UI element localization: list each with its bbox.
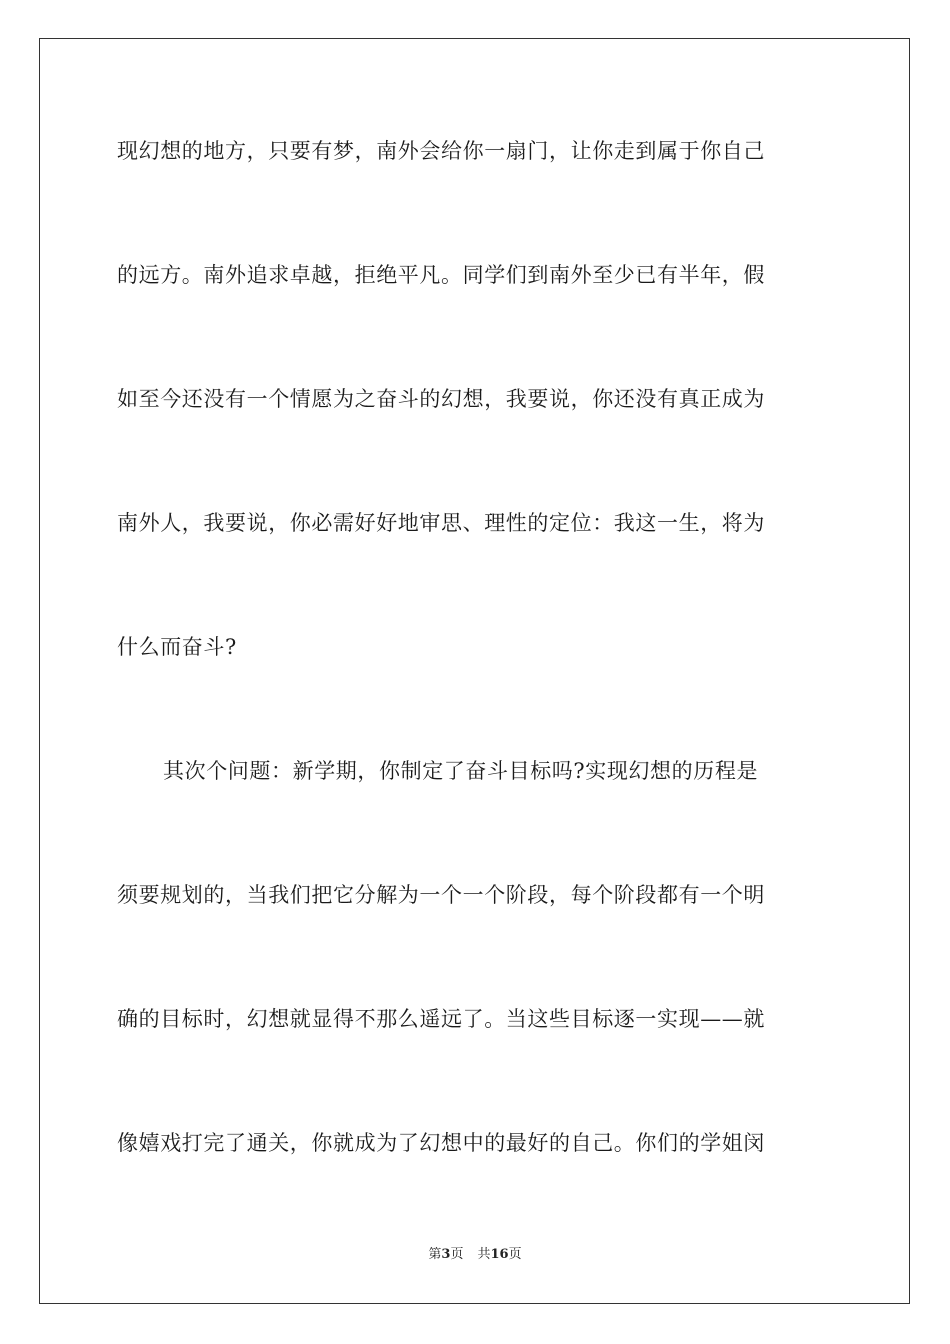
paragraph-line: 的远方。南外追求卓越，拒绝平凡。同学们到南外至少已有半年，假	[117, 263, 765, 287]
paragraph-line: 须要规划的，当我们把它分解为一个一个阶段，每个阶段都有一个明	[117, 883, 765, 907]
total-count: 16	[490, 1247, 509, 1262]
paragraph-line: 像嬉戏打完了通关，你就成为了幻想中的最好的自己。你们的学姐闵	[117, 1131, 765, 1155]
paragraph-line: 现幻想的地方，只要有梦，南外会给你一扇门，让你走到属于你自己	[117, 139, 765, 163]
total-prefix: 共	[477, 1247, 491, 1262]
paragraph-line: 确的目标时，幻想就显得不那么遥远了。当这些目标逐一实现——就	[117, 1007, 765, 1031]
paragraph-line-indented: 其次个问题：新学期，你制定了奋斗目标吗?实现幻想的历程是	[163, 759, 759, 783]
current-page: 3	[441, 1247, 451, 1262]
paragraph-line: 南外人，我要说，你必需好好地审思、理性的定位：我这一生，将为	[117, 511, 765, 535]
paragraph-line: 什么而奋斗?	[117, 635, 237, 659]
paragraph-line: 如至今还没有一个情愿为之奋斗的幻想，我要说，你还没有真正成为	[117, 387, 765, 411]
page-number	[428, 1246, 463, 1264]
page-border	[39, 38, 910, 1304]
total-suffix: 页	[508, 1247, 522, 1262]
page-footer	[0, 1246, 950, 1264]
page-suffix: 页	[450, 1247, 464, 1262]
total-pages	[477, 1246, 521, 1264]
page-prefix: 第	[428, 1247, 442, 1262]
